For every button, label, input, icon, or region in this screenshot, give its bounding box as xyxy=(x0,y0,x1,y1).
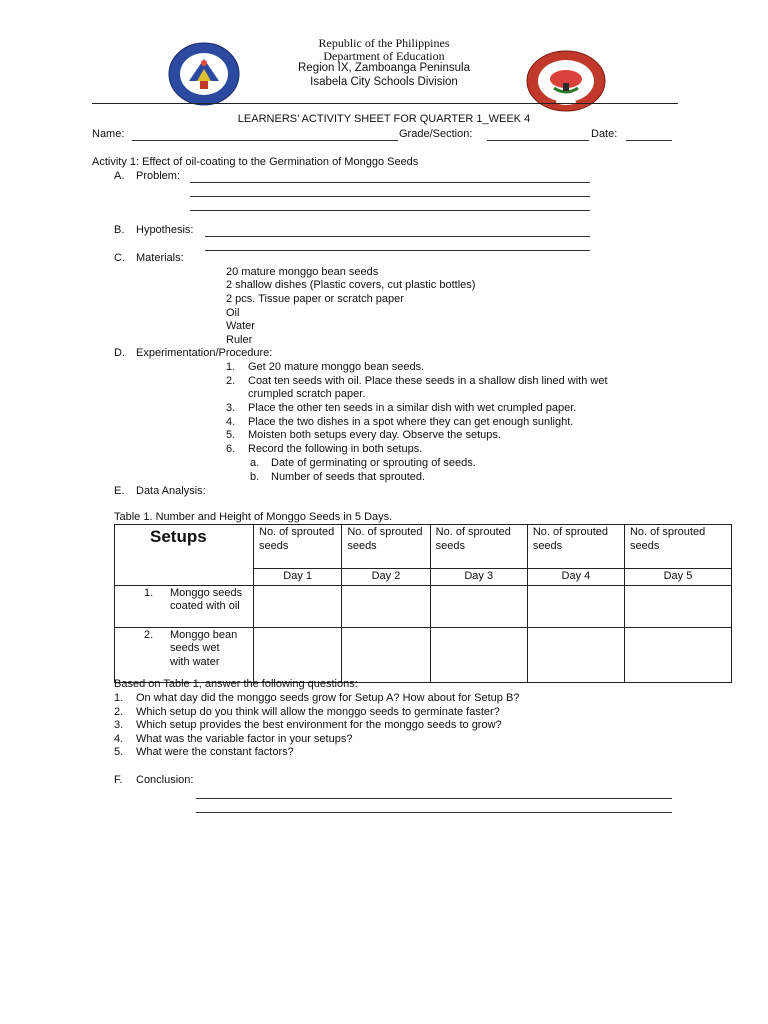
step-number: 5. xyxy=(226,429,236,441)
step-number: 3. xyxy=(226,402,236,414)
header-republic: Republic of the Philippines xyxy=(318,36,450,50)
data-cell[interactable] xyxy=(254,585,342,627)
question-text: On what day did the monggo seeds grow for Setup A? How about for Setup B? xyxy=(136,692,520,704)
date-label: Date: xyxy=(591,128,618,140)
material-item: Ruler xyxy=(226,334,253,346)
questions-intro: Based on Table 1, answer the following questions: xyxy=(114,678,358,690)
step-number: 6. xyxy=(226,443,236,455)
substep-letter: b. xyxy=(250,471,260,483)
conclusion-line-2[interactable] xyxy=(196,812,672,813)
setup-number: 2. xyxy=(144,628,154,641)
col-header: No. of sprouted seeds xyxy=(430,525,527,569)
col-header: No. of sprouted seeds xyxy=(624,525,731,569)
analysis-label: Data Analysis: xyxy=(136,485,206,497)
procedure-label: Experimentation/Procedure: xyxy=(136,347,273,359)
activity-title: Activity 1: Effect of oil-coating to the Germination of Monggo Seeds xyxy=(92,156,419,168)
materials-label: Materials: xyxy=(136,252,184,264)
day-header: Day 1 xyxy=(254,569,342,586)
data-cell[interactable] xyxy=(430,627,527,682)
hypothesis-line-1[interactable] xyxy=(205,236,590,237)
table-caption: Table 1. Number and Height of Monggo Seeds in 5 Days. xyxy=(114,511,393,523)
setup-cell xyxy=(115,585,254,627)
problem-line-2[interactable] xyxy=(190,196,590,197)
day-header: Day 3 xyxy=(430,569,527,586)
question-number: 5. xyxy=(114,746,124,758)
substep-letter: a. xyxy=(250,457,260,469)
step-text: Place the two dishes in a spot where they can get enough sunlight. xyxy=(248,416,574,428)
problem-label: Problem: xyxy=(136,170,181,182)
data-cell[interactable] xyxy=(527,585,624,627)
header-department: Department of Education xyxy=(323,49,445,63)
step-text: Moisten both setups every day. Observe the setups. xyxy=(248,429,501,441)
problem-line-3[interactable] xyxy=(190,210,590,211)
step-text: Place the other ten seeds in a similar dish with wet crumpled paper. xyxy=(248,402,577,414)
question-number: 2. xyxy=(114,706,124,718)
step-text: Get 20 mature monggo bean seeds. xyxy=(248,361,425,373)
day-header: Day 5 xyxy=(624,569,731,586)
procedure-letter: D. xyxy=(114,347,125,359)
col-header: No. of sprouted seeds xyxy=(342,525,430,569)
conclusion-line-1[interactable] xyxy=(196,798,672,799)
data-cell[interactable] xyxy=(624,585,731,627)
data-cell[interactable] xyxy=(254,627,342,682)
data-cell[interactable] xyxy=(342,585,430,627)
col-header: No. of sprouted seeds xyxy=(527,525,624,569)
question-number: 3. xyxy=(114,719,124,731)
data-cell[interactable] xyxy=(624,627,731,682)
materials-letter: C. xyxy=(114,252,125,264)
grade-label: Grade/Section: xyxy=(399,128,473,140)
step-number: 1. xyxy=(226,361,236,373)
material-item: 2 shallow dishes (Plastic covers, cut plastic bottles) xyxy=(226,279,476,291)
data-cell[interactable] xyxy=(527,627,624,682)
step-text: Coat ten seeds with oil. Place these seeds in a shallow dish lined with wet xyxy=(248,375,608,387)
setups-header: Setups xyxy=(150,527,207,546)
conclusion-letter: F. xyxy=(114,774,123,786)
substep-text: Number of seeds that sprouted. xyxy=(271,471,426,483)
problem-line-1[interactable] xyxy=(190,182,590,183)
question-number: 4. xyxy=(114,733,124,745)
header-region: Region IX, Zamboanga Peninsula xyxy=(298,62,470,74)
data-cell[interactable] xyxy=(430,585,527,627)
setups-header-cell xyxy=(115,525,254,586)
question-text: Which setup provides the best environment for the monggo seeds to grow? xyxy=(136,719,502,731)
step-number: 4. xyxy=(226,416,236,428)
name-label: Name: xyxy=(92,128,125,140)
question-text: Which setup do you think will allow the monggo seeds to germinate faster? xyxy=(136,706,500,718)
data-cell[interactable] xyxy=(342,627,430,682)
material-item: 20 mature monggo bean seeds xyxy=(226,266,379,278)
col-header: No. of sprouted seeds xyxy=(254,525,342,569)
setup-label: Monggo seeds coated with oil xyxy=(170,586,243,612)
question-text: What was the variable factor in your setups? xyxy=(136,733,353,745)
day-header: Day 4 xyxy=(527,569,624,586)
setup-label: Monggo bean seeds wet with water xyxy=(170,628,238,668)
material-item: Oil xyxy=(226,307,240,319)
data-table xyxy=(114,524,732,683)
table-row xyxy=(115,627,732,682)
material-item: Water xyxy=(226,320,255,332)
question-text: What were the constant factors? xyxy=(136,746,294,758)
step-number: 2. xyxy=(226,375,236,387)
sheet-title: LEARNERS’ ACTIVITY SHEET FOR QUARTER 1_WEEK 4 xyxy=(237,113,531,125)
question-number: 1. xyxy=(114,692,124,704)
header-divider xyxy=(92,103,678,104)
substep-text: Date of germinating or sprouting of seeds. xyxy=(271,457,476,469)
step-text: Record the following in both setups. xyxy=(248,443,423,455)
setup-cell xyxy=(115,627,254,682)
material-item: 2 pcs. Tissue paper or scratch paper xyxy=(226,293,404,305)
day-header: Day 2 xyxy=(342,569,430,586)
hypothesis-letter: B. xyxy=(114,224,125,236)
name-field[interactable] xyxy=(132,140,398,141)
step-text-cont: crumpled scratch paper. xyxy=(248,388,366,400)
conclusion-label: Conclusion: xyxy=(136,774,194,786)
hypothesis-line-2[interactable] xyxy=(205,250,590,251)
setup-number: 1. xyxy=(144,586,154,599)
table-row xyxy=(115,585,732,627)
problem-letter: A. xyxy=(114,170,125,182)
date-field[interactable] xyxy=(626,140,672,141)
hypothesis-label: Hypothesis: xyxy=(136,224,194,236)
analysis-letter: E. xyxy=(114,485,125,497)
header-division: Isabela City Schools Division xyxy=(310,76,458,88)
grade-field[interactable] xyxy=(487,140,589,141)
